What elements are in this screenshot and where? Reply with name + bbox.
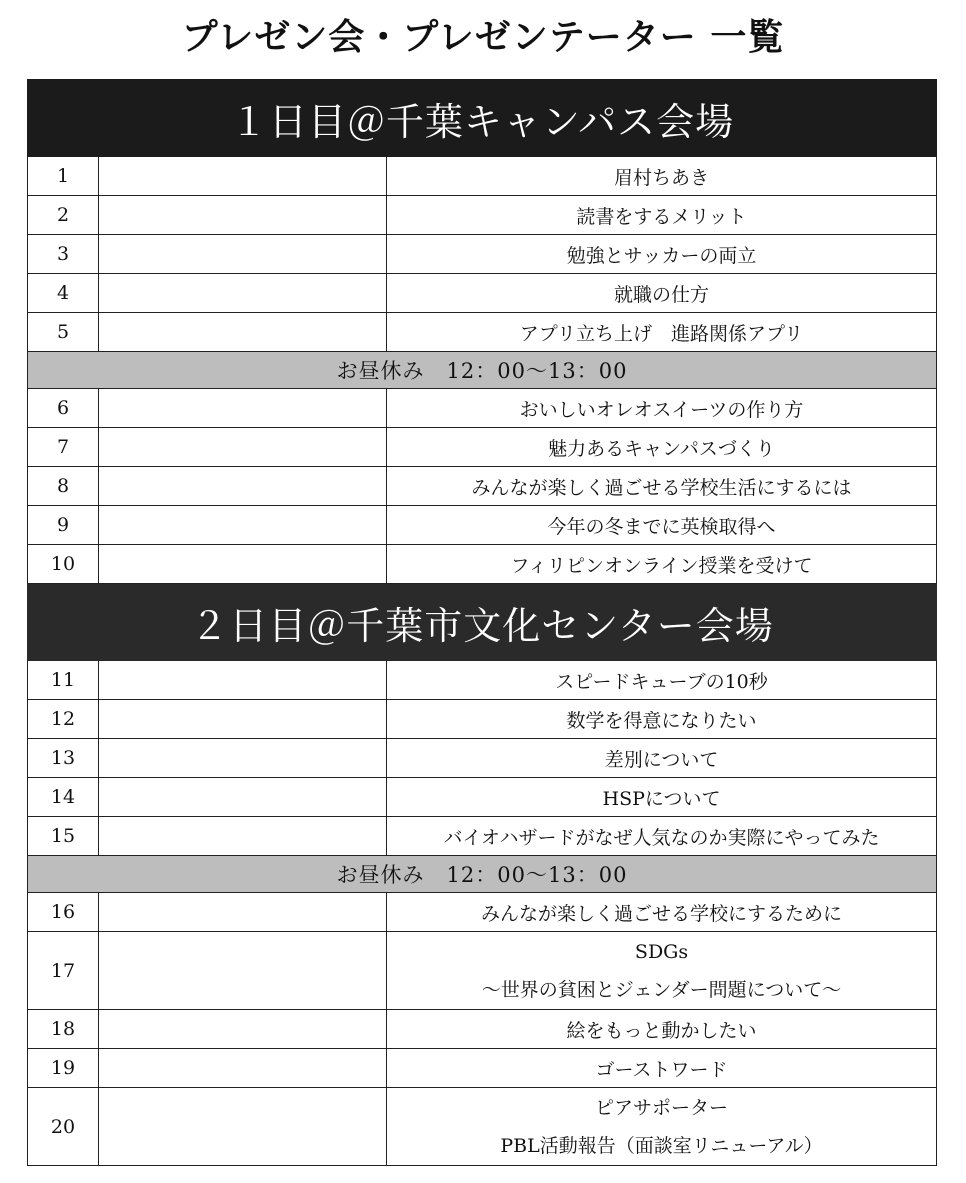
table-row — [28, 893, 937, 932]
presenter-name-cell — [99, 467, 387, 506]
table-row — [28, 157, 937, 196]
table-row — [28, 817, 937, 856]
presentation-number: 4 — [28, 274, 99, 313]
presentation-title-line: スピードキューブの10秒 — [555, 670, 768, 693]
presentation-title-line: おいしいオレオスイーツの作り方 — [519, 398, 804, 421]
presenter-table — [27, 79, 937, 1166]
presentation-number: 5 — [28, 313, 99, 352]
presenter-name-cell — [99, 893, 387, 932]
presentation-title-line: 読書をするメリット — [576, 205, 747, 228]
presenter-name-cell — [99, 545, 387, 584]
table-row — [28, 1088, 937, 1166]
presenter-name-cell — [99, 389, 387, 428]
presentation-number: 3 — [28, 235, 99, 274]
table-row — [28, 235, 937, 274]
presenter-name-cell — [99, 739, 387, 778]
presentation-number: 13 — [28, 739, 99, 778]
day-header-row — [28, 584, 937, 661]
table-row — [28, 932, 937, 1010]
day-heading: ２日目＠千葉市文化センター会場 — [28, 584, 937, 661]
lunch-break-row — [28, 352, 937, 389]
presentation-number: 18 — [28, 1010, 99, 1049]
presentation-title — [387, 313, 937, 352]
presentation-title-line: フィリピンオンライン授業を受けて — [510, 554, 813, 577]
presentation-title — [387, 545, 937, 584]
presentation-number: 9 — [28, 506, 99, 545]
day-heading: １日目＠千葉キャンパス会場 — [28, 80, 937, 157]
presentation-title — [387, 467, 937, 506]
presentation-title-line: ゴーストワード — [595, 1058, 728, 1081]
presenter-name-cell — [99, 157, 387, 196]
presentation-title — [387, 1010, 937, 1049]
presentation-title — [387, 1049, 937, 1088]
presentation-number: 16 — [28, 893, 99, 932]
presenter-name-cell — [99, 506, 387, 545]
table-row — [28, 661, 937, 700]
presentation-title-line: ～世界の貧困とジェンダー問題について～ — [481, 978, 842, 1001]
presentation-title-line: 眉村ちあき — [614, 166, 710, 189]
presentation-number: 8 — [28, 467, 99, 506]
presentation-number: 1 — [28, 157, 99, 196]
presentation-title — [387, 196, 937, 235]
presentation-title — [387, 661, 937, 700]
table-row — [28, 778, 937, 817]
table-row — [28, 739, 937, 778]
table-row — [28, 700, 937, 739]
presentation-title — [387, 739, 937, 778]
presentation-title-line: PBL活動報告（面談室リニューアル） — [500, 1134, 823, 1157]
presentation-number: 12 — [28, 700, 99, 739]
presentation-number: 20 — [28, 1088, 99, 1166]
presentation-title — [387, 778, 937, 817]
presentation-number: 15 — [28, 817, 99, 856]
presenter-name-cell — [99, 1049, 387, 1088]
presenter-name-cell — [99, 778, 387, 817]
presentation-number: 6 — [28, 389, 99, 428]
presentation-number: 2 — [28, 196, 99, 235]
presentation-title-line: 差別について — [604, 748, 719, 771]
presenter-table-body — [28, 80, 937, 1166]
presentation-title — [387, 428, 937, 467]
presentation-title-line: みんなが楽しく過ごせる学校生活にするには — [471, 476, 852, 499]
presentation-title — [387, 817, 937, 856]
presenter-name-cell — [99, 274, 387, 313]
presenter-name-cell — [99, 700, 387, 739]
table-row — [28, 545, 937, 584]
lunch-break-label: お昼休み 12：00～13：00 — [28, 856, 937, 893]
presenter-name-cell — [99, 817, 387, 856]
presentation-title — [387, 389, 937, 428]
presenter-name-cell — [99, 1088, 387, 1166]
table-row — [28, 389, 937, 428]
presenter-name-cell — [99, 196, 387, 235]
presentation-title — [387, 274, 937, 313]
presentation-title — [387, 700, 937, 739]
presenter-name-cell — [99, 932, 387, 1010]
page-title: プレゼン会・プレゼンテーター 一覧 — [181, 17, 785, 58]
presentation-title — [387, 157, 937, 196]
table-row — [28, 1010, 937, 1049]
presenter-name-cell — [99, 235, 387, 274]
presentation-title-line: アプリ立ち上げ 進路関係アプリ — [519, 322, 804, 345]
presenter-name-cell — [99, 313, 387, 352]
presentation-number: 19 — [28, 1049, 99, 1088]
presentation-number: 17 — [28, 932, 99, 1010]
presentation-number: 11 — [28, 661, 99, 700]
table-row — [28, 506, 937, 545]
table-row — [28, 313, 937, 352]
presentation-title — [387, 893, 937, 932]
lunch-break-label: お昼休み 12：00～13：00 — [28, 352, 937, 389]
table-row — [28, 274, 937, 313]
lunch-break-row — [28, 856, 937, 893]
presentation-title — [387, 932, 937, 1010]
presenter-name-cell — [99, 1010, 387, 1049]
presentation-title — [387, 235, 937, 274]
day-header-row — [28, 80, 937, 157]
presentation-title-line: 数学を得意になりたい — [566, 709, 757, 732]
table-row — [28, 196, 937, 235]
presentation-title-line: ピアサポーター — [595, 1096, 729, 1119]
presentation-title-line: HSPについて — [602, 787, 721, 810]
presenter-name-cell — [99, 428, 387, 467]
presentation-title-line: 魅力あるキャンパスづくり — [548, 437, 775, 460]
presentation-title — [387, 1088, 937, 1166]
presentation-title — [387, 506, 937, 545]
presentation-number: 7 — [28, 428, 99, 467]
presentation-title-line: SDGs — [634, 940, 689, 963]
presentation-number: 14 — [28, 778, 99, 817]
presentation-title-line: 絵をもっと動かしたい — [566, 1019, 757, 1042]
presentation-title-line: 就職の仕方 — [614, 283, 710, 306]
table-row — [28, 1049, 937, 1088]
presentation-title-line: みんなが楽しく過ごせる学校にするために — [481, 902, 843, 925]
presentation-title-line: 今年の冬までに英検取得へ — [547, 515, 776, 538]
presentation-title-line: 勉強とサッカーの両立 — [566, 244, 757, 267]
presentation-number: 10 — [28, 545, 99, 584]
table-row — [28, 428, 937, 467]
presenter-name-cell — [99, 661, 387, 700]
presentation-title-line: バイオハザードがなぜ人気なのか実際にやってみた — [443, 826, 880, 849]
table-row — [28, 467, 937, 506]
